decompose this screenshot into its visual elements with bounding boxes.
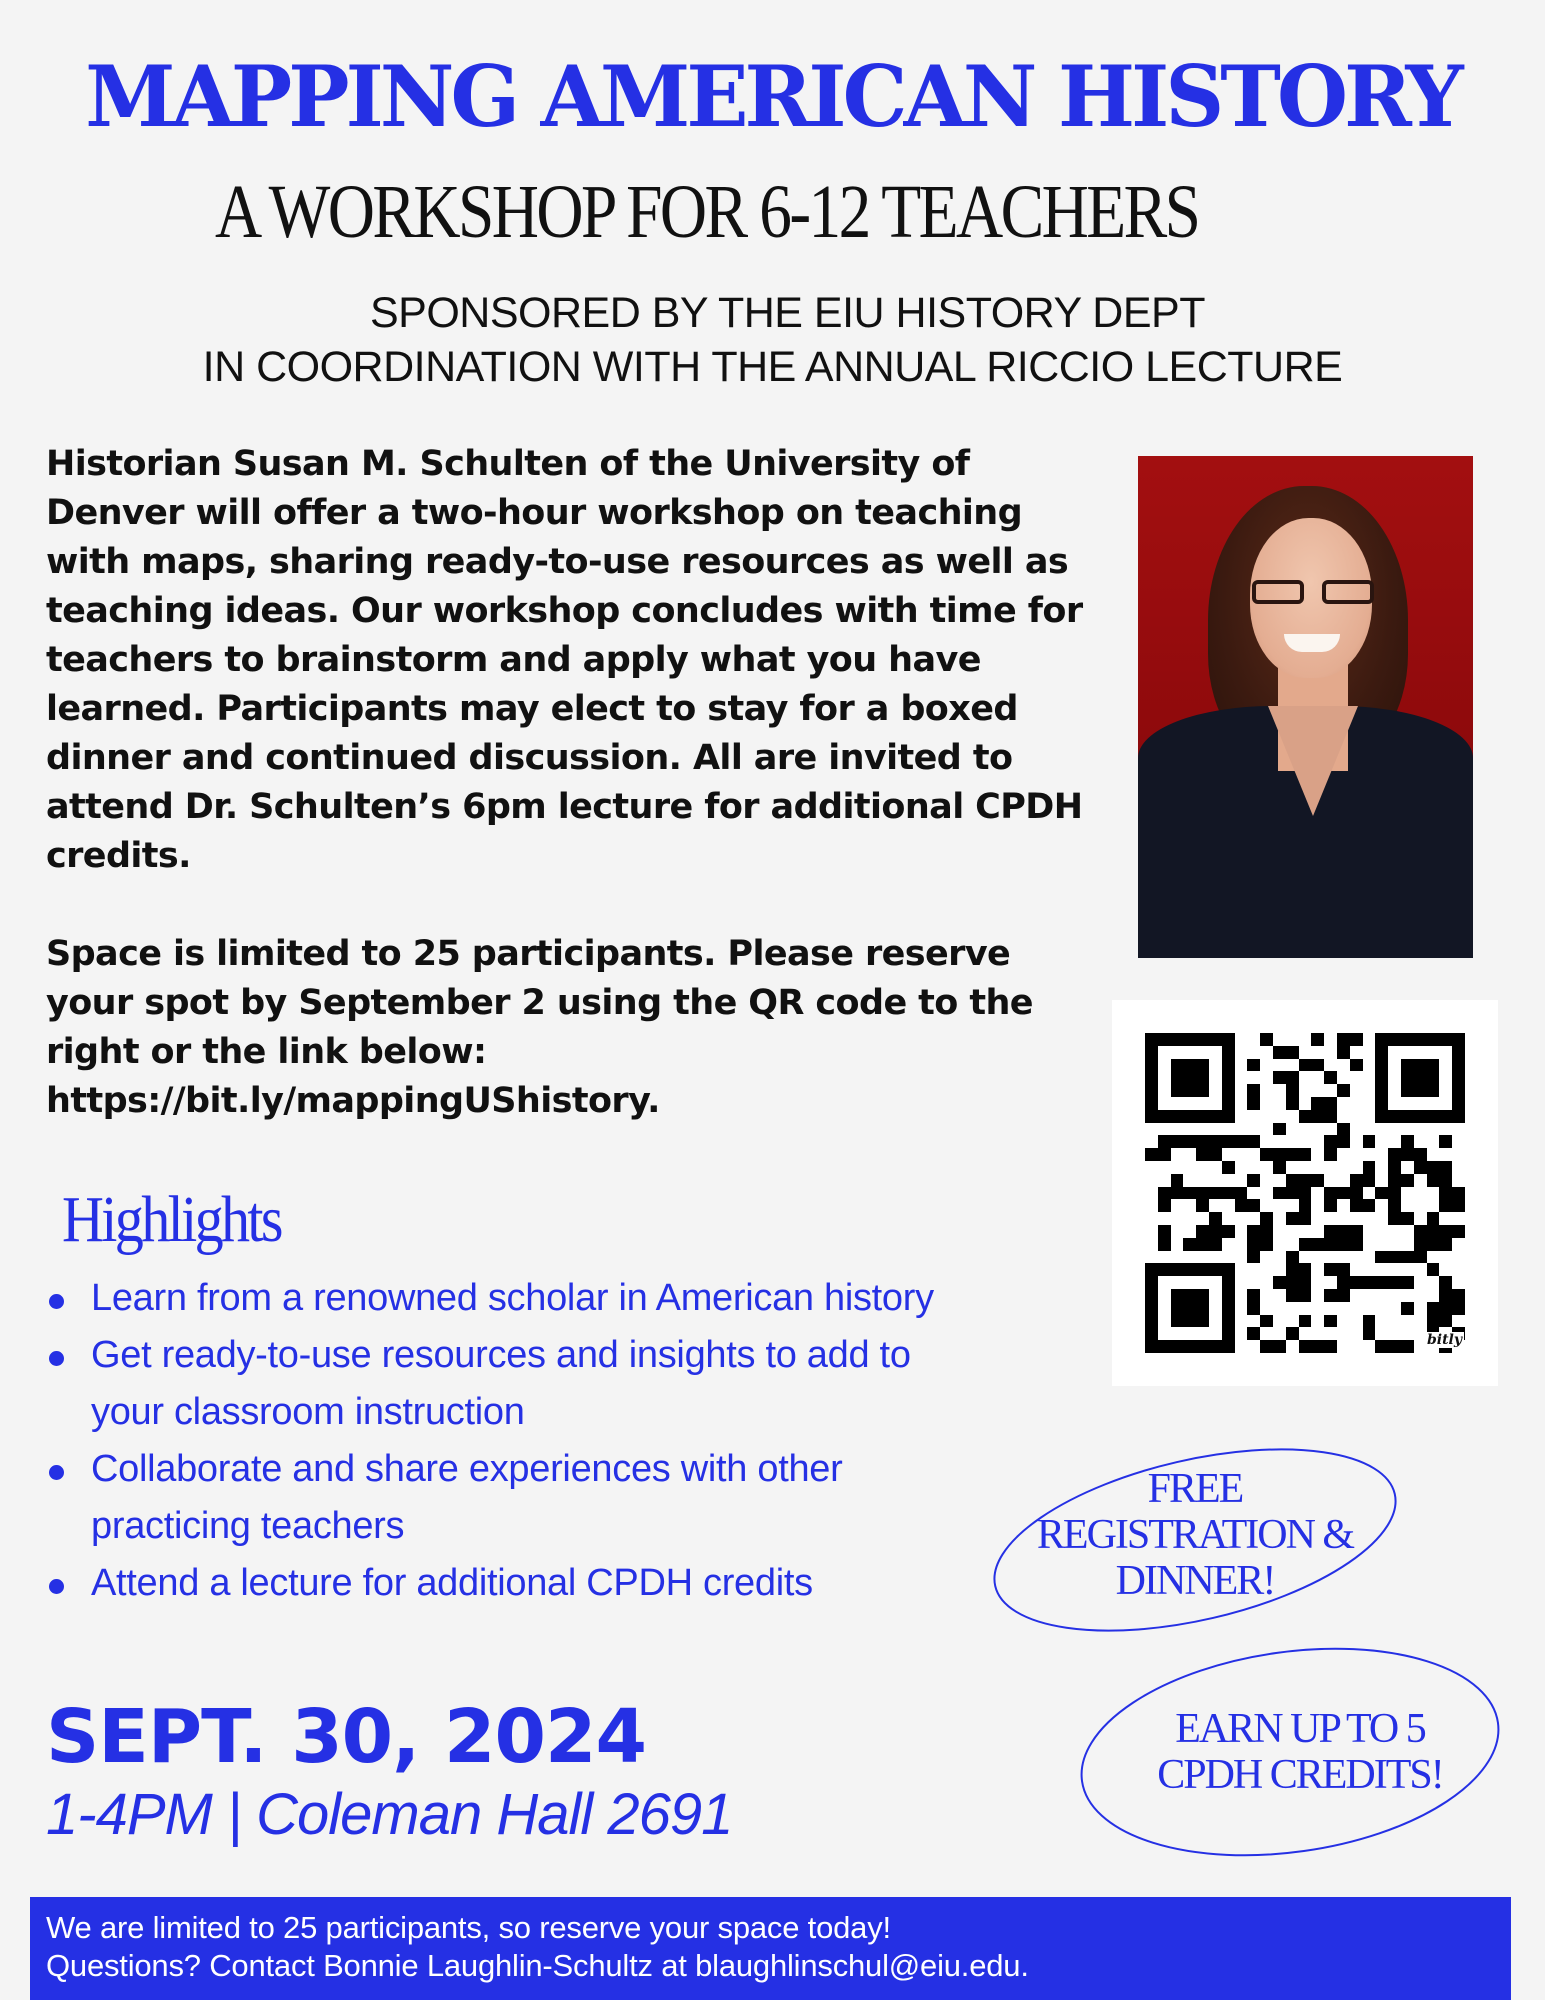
sponsor-line-1: SPONSORED BY THE EIU HISTORY DEPT	[370, 289, 1205, 337]
highlight-item: Collaborate and share experiences with other practicing teachers	[46, 1441, 986, 1555]
registration-qr-code[interactable]	[1112, 1000, 1498, 1386]
speaker-photo	[1138, 456, 1473, 958]
highlight-item: Attend a lecture for additional CPDH credits	[46, 1555, 986, 1612]
sponsor-line-2: IN COORDINATION WITH THE ANNUAL RICCIO LECTURE	[202, 343, 1343, 391]
free-registration-badge	[1010, 1466, 1380, 1604]
description-paragraph-1: Historian Susan M. Schulten of the University of Denver will offer a two-hour workshop on teaching with maps, sharing ready-to-use resources as well as teaching ideas. Our workshop concludes with time for teachers to brainstorm and apply what you have learned. Participants may elect to stay for a boxed dinner and continued discussion. All are invited to attend Dr. Schulten’s 6pm lecture for additional CPDH credits.	[46, 444, 1083, 876]
description	[46, 440, 1106, 1126]
badge-line: EARN UP TO 5	[1175, 1706, 1425, 1752]
badge-line: DINNER!	[1115, 1558, 1275, 1604]
badge-line: CPDH CREDITS!	[1157, 1752, 1443, 1798]
bitly-logo: bitly	[1426, 1332, 1462, 1348]
highlight-item: Get ready-to-use resources and insights to add to your classroom instruction	[46, 1327, 986, 1441]
page-subtitle: A WORKSHOP FOR 6-12 TEACHERS	[215, 170, 1199, 254]
badge-line: FREE	[1147, 1466, 1243, 1512]
cpdh-credits-badge	[1120, 1706, 1480, 1798]
highlights-list	[46, 1270, 986, 1612]
event-date: SEPT. 30, 2024	[46, 1694, 647, 1780]
footer-banner	[30, 1897, 1511, 2000]
badge-line: REGISTRATION &	[1036, 1512, 1354, 1558]
page-title: MAPPING AMERICAN HISTORY	[85, 47, 1460, 146]
footer-line-1: We are limited to 25 participants, so reserve your space today!	[46, 1910, 891, 1945]
sponsor-block	[0, 286, 1545, 394]
event-time-location: 1-4PM | Coleman Hall 2691	[46, 1782, 733, 1847]
highlight-item: Learn from a renowned scholar in American history	[46, 1270, 986, 1327]
description-paragraph-2: Space is limited to 25 participants. Please reserve your spot by September 2 using the QR code to the right or the link below: https://bit.ly/mappingUShistory.	[46, 934, 1033, 1121]
highlights-heading: Highlights	[62, 1183, 281, 1256]
qr-code-pattern	[1145, 1033, 1465, 1353]
footer-line-2: Questions? Contact Bonnie Laughlin-Schultz at blaughlinschul@eiu.edu.	[46, 1948, 1029, 1983]
